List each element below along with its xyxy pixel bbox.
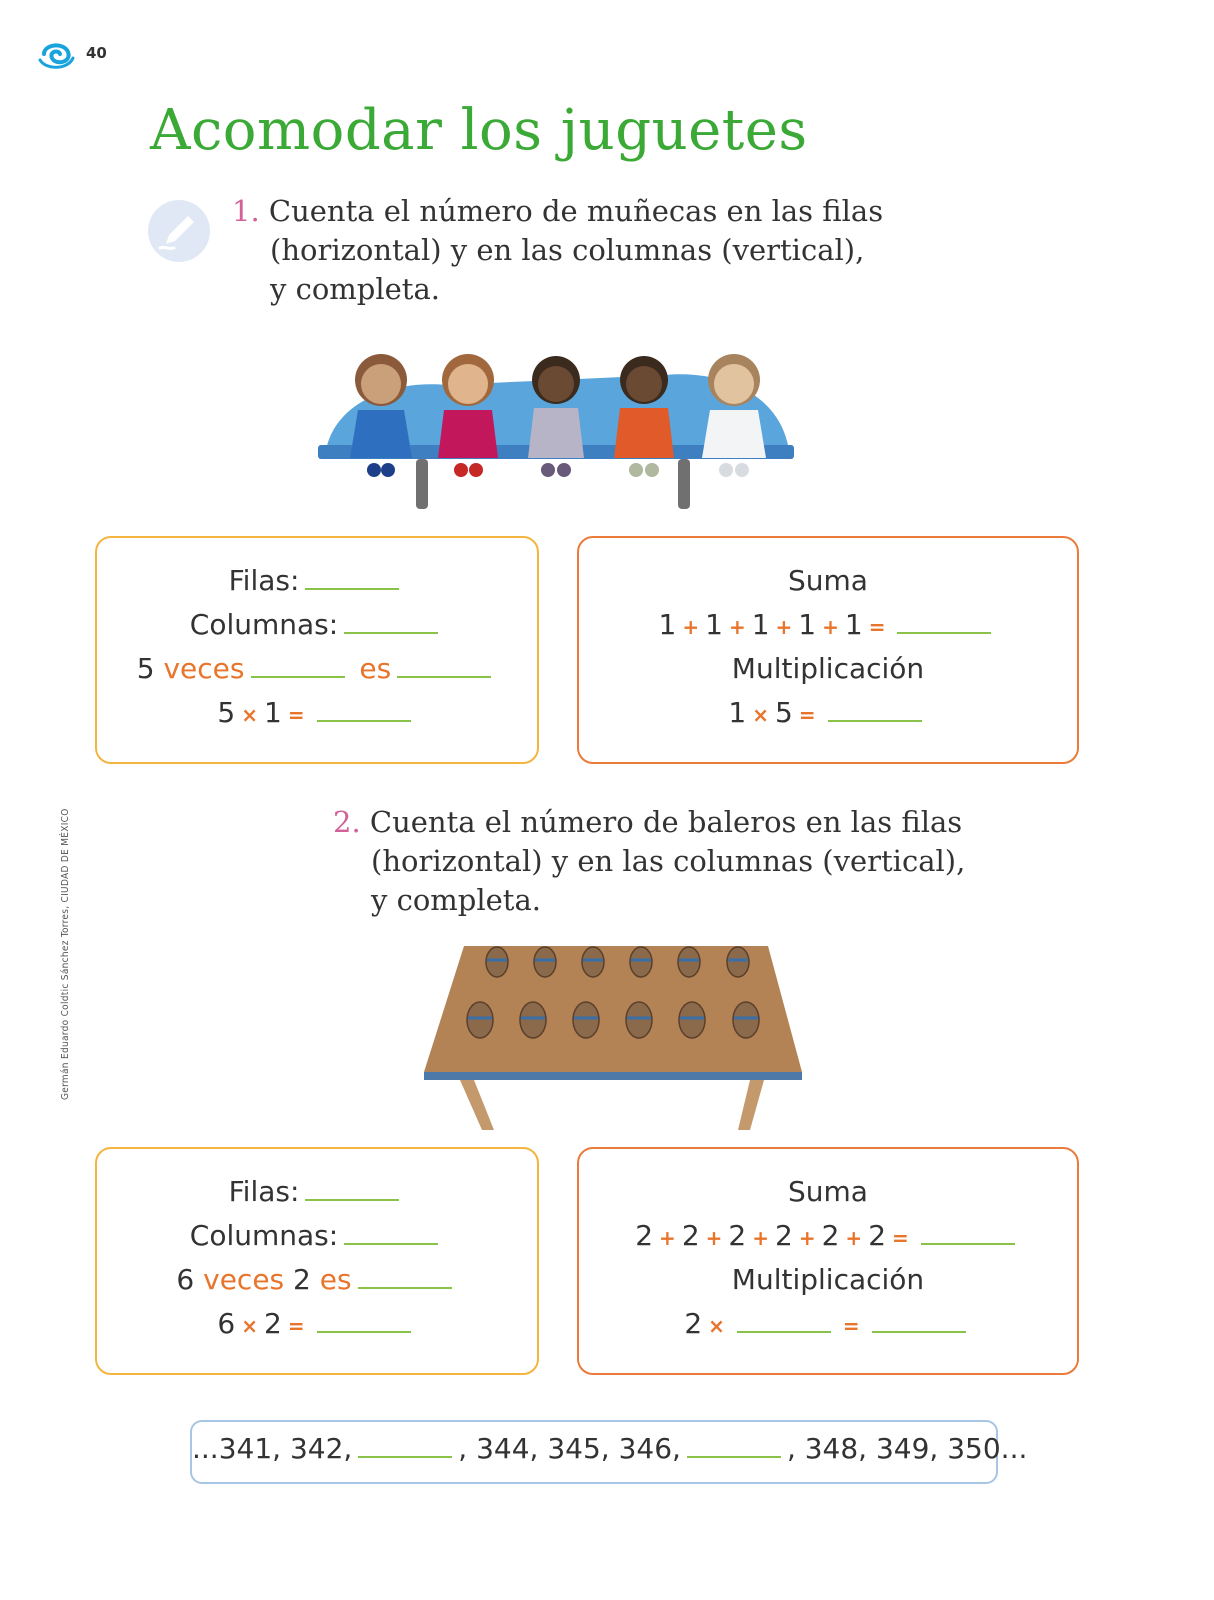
spiral-logo-icon bbox=[38, 38, 76, 72]
exercise1-line1: Cuenta el número de muñecas en las filas bbox=[268, 194, 884, 228]
ex2-veces-m: 2 bbox=[293, 1263, 311, 1296]
ex2-right-mult-blank[interactable] bbox=[872, 1331, 966, 1333]
sequence-blank-1[interactable] bbox=[358, 1456, 452, 1458]
sequence-end: , 348, 349, 350... bbox=[786, 1432, 1028, 1465]
ex1-veces-blank[interactable] bbox=[251, 676, 345, 678]
ex2-term-6: 2 bbox=[868, 1219, 887, 1252]
ex1-right-mult-blank[interactable] bbox=[828, 720, 922, 722]
ex1-mult-row bbox=[97, 696, 537, 729]
ex1-multiplicacion-label: Multiplicación bbox=[731, 652, 925, 685]
ex1-columnas-label: Columnas: bbox=[189, 608, 339, 641]
ex1-term-5: 1 bbox=[844, 608, 863, 641]
ex2-suma-eq: = bbox=[892, 1226, 909, 1250]
ex2-right-mult-row bbox=[579, 1307, 1077, 1340]
exercise2-number: 2. bbox=[333, 805, 361, 839]
ex1-plus-1: + bbox=[682, 615, 700, 639]
ex2-plus-5: + bbox=[845, 1226, 863, 1250]
pencil-icon bbox=[146, 198, 212, 264]
ex1-term-2: 1 bbox=[705, 608, 723, 641]
ex1-mult-eq: = bbox=[287, 703, 305, 727]
number-sequence-box bbox=[190, 1420, 1028, 1484]
exercise1-left-box bbox=[95, 536, 539, 764]
ex1-right-mult-op: × bbox=[752, 703, 769, 727]
ex2-right-mult-eq: = bbox=[842, 1314, 860, 1338]
ex1-es-blank[interactable] bbox=[397, 676, 491, 678]
ex1-plus-3: + bbox=[775, 615, 793, 639]
exercise1-line3: y completa. bbox=[270, 272, 440, 306]
page-title: Acomodar los juguetes bbox=[150, 98, 808, 163]
sequence-middle: , 344, 345, 346, bbox=[458, 1432, 681, 1465]
ex1-plus-4: + bbox=[822, 615, 839, 639]
ex1-plus-2: + bbox=[728, 615, 746, 639]
ex2-right-mult-a: 2 bbox=[684, 1307, 703, 1340]
ex2-term-3: 2 bbox=[728, 1219, 747, 1252]
exercise1-instructions bbox=[232, 192, 952, 309]
ex2-right-mult-factor-blank[interactable] bbox=[737, 1331, 831, 1333]
exercise2-right-box bbox=[577, 1147, 1079, 1375]
ex2-plus-4: + bbox=[798, 1226, 816, 1250]
exercise2-line3: y completa. bbox=[371, 883, 541, 917]
ex2-veces-word: veces bbox=[203, 1263, 285, 1296]
ex2-right-mult-op: × bbox=[708, 1314, 725, 1338]
ex2-term-2: 2 bbox=[681, 1219, 700, 1252]
sequence-blank-2[interactable] bbox=[687, 1456, 781, 1458]
ex2-multiplicacion-label: Multiplicación bbox=[731, 1263, 925, 1296]
ex1-mult-blank[interactable] bbox=[317, 720, 411, 722]
ex1-veces-row bbox=[97, 652, 537, 685]
number-sequence bbox=[192, 1432, 1028, 1465]
ex2-plus-2: + bbox=[705, 1226, 723, 1250]
ex1-mult-b: 1 bbox=[264, 696, 282, 729]
ex2-mult-a: 6 bbox=[217, 1307, 236, 1340]
ex2-filas-row bbox=[97, 1175, 537, 1208]
ex1-es-word: es bbox=[359, 652, 392, 685]
ex2-term-5: 2 bbox=[821, 1219, 840, 1252]
ex2-mult-row bbox=[97, 1307, 537, 1340]
ex2-columnas-row bbox=[97, 1219, 537, 1252]
baleros-table-illustration bbox=[420, 940, 804, 1135]
ex2-mult-blank[interactable] bbox=[317, 1331, 411, 1333]
ex2-suma-row bbox=[579, 1219, 1077, 1252]
ex1-mult-a: 5 bbox=[217, 696, 236, 729]
ex2-filas-label: Filas: bbox=[228, 1175, 300, 1208]
exercise1-right-box bbox=[577, 536, 1079, 764]
ex2-mult-b: 2 bbox=[264, 1307, 282, 1340]
ex1-filas-blank[interactable] bbox=[305, 588, 399, 590]
ex1-term-1: 1 bbox=[658, 608, 677, 641]
exercise1-line2: (horizontal) y en las columnas (vertical), bbox=[270, 233, 865, 267]
ex1-filas-row bbox=[97, 564, 537, 597]
ex1-right-mult-eq: = bbox=[798, 703, 816, 727]
exercise2-line2: (horizontal) y en las columnas (vertical), bbox=[371, 844, 966, 878]
exercise1-number: 1. bbox=[232, 194, 260, 228]
ex2-mult-op: × bbox=[241, 1314, 258, 1338]
ex2-columnas-label: Columnas: bbox=[189, 1219, 339, 1252]
ex1-right-mult-b: 5 bbox=[775, 696, 793, 729]
ex1-term-3: 1 bbox=[751, 608, 770, 641]
ex1-right-mult-a: 1 bbox=[728, 696, 747, 729]
ex1-veces-word: veces bbox=[163, 652, 245, 685]
ex2-veces-n: 6 bbox=[176, 1263, 195, 1296]
ex2-term-4: 2 bbox=[775, 1219, 793, 1252]
exercise2-line1: Cuenta el número de baleros en las filas bbox=[369, 805, 963, 839]
ex2-es-blank[interactable] bbox=[358, 1287, 452, 1289]
ex1-term-4: 1 bbox=[798, 608, 817, 641]
ex1-columnas-row bbox=[97, 608, 537, 641]
ex1-right-mult-row bbox=[579, 696, 1077, 729]
ex1-suma-row bbox=[579, 608, 1077, 641]
ex2-es-word: es bbox=[319, 1263, 352, 1296]
photo-credit: Germán Eduardo Coldtic Sánchez Torres, CIUDAD DE MÉXICO bbox=[60, 808, 71, 1100]
page-number: 40 bbox=[86, 44, 107, 62]
ex2-columnas-blank[interactable] bbox=[344, 1243, 438, 1245]
ex1-filas-label: Filas: bbox=[228, 564, 300, 597]
ex2-filas-blank[interactable] bbox=[305, 1199, 399, 1201]
ex2-suma-label: Suma bbox=[788, 1175, 868, 1208]
ex2-plus-1: + bbox=[659, 1226, 676, 1250]
ex2-suma-blank[interactable] bbox=[921, 1243, 1015, 1245]
sequence-start: ...341, 342, bbox=[192, 1432, 353, 1465]
exercise2-instructions bbox=[333, 803, 1053, 920]
ex1-suma-blank[interactable] bbox=[897, 632, 991, 634]
ex2-mult-eq: = bbox=[287, 1314, 305, 1338]
exercise2-left-box bbox=[95, 1147, 539, 1375]
ex1-suma-eq: = bbox=[868, 615, 886, 639]
dolls-bench-illustration bbox=[316, 340, 796, 515]
ex1-columnas-blank[interactable] bbox=[344, 632, 438, 634]
ex1-mult-op: × bbox=[241, 703, 258, 727]
ex2-term-1: 2 bbox=[635, 1219, 654, 1252]
ex2-plus-3: + bbox=[752, 1226, 769, 1250]
ex1-suma-label: Suma bbox=[788, 564, 868, 597]
ex2-veces-row bbox=[97, 1263, 537, 1296]
ex1-veces-n: 5 bbox=[136, 652, 155, 685]
